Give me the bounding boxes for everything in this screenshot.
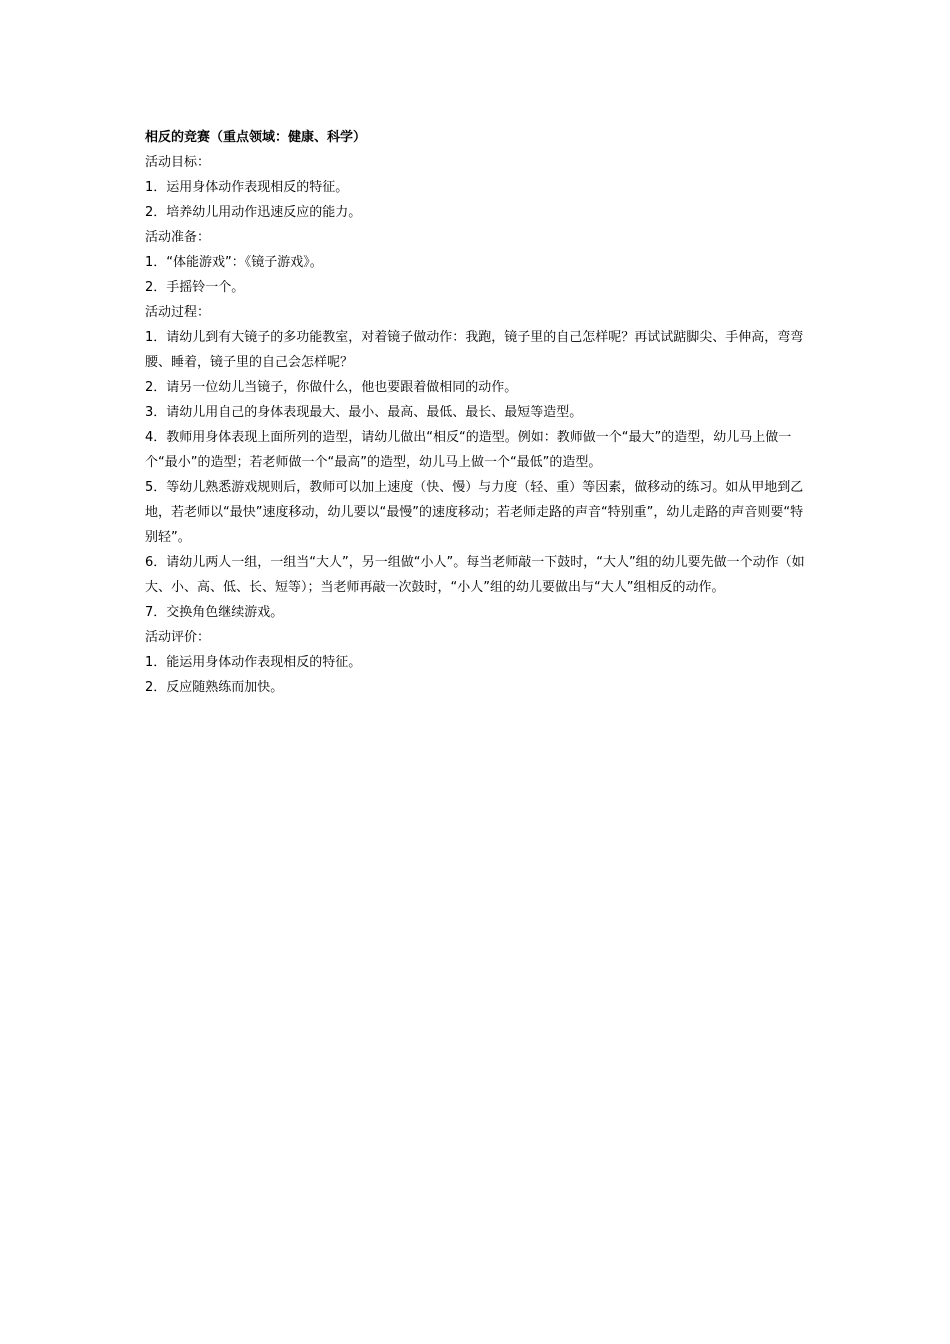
prep-heading: 活动准备： — [145, 230, 211, 245]
document-page — [145, 125, 810, 700]
eval-item-1: 1．能运用身体动作表现相反的特征。 — [145, 655, 362, 670]
process-item-5: 5．等幼儿熟悉游戏规则后，教师可以加上速度（快、慢）与力度（轻、重）等因素，做移动的练习。如从甲地到乙地，若老师以“最快”速度移动，幼儿要以“最慢”的速度移动；若老师走路的声音“特别重”，幼儿走路的声音则要“特别轻”。 — [145, 480, 804, 545]
prep-item-1: 1．“体能游戏”：《镜子游戏》。 — [145, 255, 323, 270]
goal-item-2: 2．培养幼儿用动作迅速反应的能力。 — [145, 205, 362, 220]
process-heading: 活动过程： — [145, 305, 211, 320]
eval-heading: 活动评价： — [145, 630, 211, 645]
goal-item-1: 1．运用身体动作表现相反的特征。 — [145, 180, 349, 195]
goals-heading: 活动目标： — [145, 155, 211, 170]
process-item-3: 3．请幼儿用自己的身体表现最大、最小、最高、最低、最长、最短等造型。 — [145, 405, 583, 420]
process-item-6: 6．请幼儿两人一组，一组当“大人”，另一组做“小人”。每当老师敲一下鼓时，“大人”组的幼儿要先做一个动作（如大、小、高、低、长、短等）；当老师再敲一次鼓时，“小人”组的幼儿要做出与“大人”组相反的动作。 — [145, 555, 805, 595]
prep-item-2: 2．手摇铃一个。 — [145, 280, 245, 295]
eval-item-2: 2．反应随熟练而加快。 — [145, 680, 284, 695]
process-item-7: 7．交换角色继续游戏。 — [145, 605, 284, 620]
process-item-2: 2．请另一位幼儿当镜子，你做什么，他也要跟着做相同的动作。 — [145, 380, 518, 395]
document-title: 相反的竞赛（重点领域：健康、科学） — [145, 130, 367, 145]
process-item-1: 1．请幼儿到有大镜子的多功能教室，对着镜子做动作：我跑，镜子里的自己怎样呢？再试试踮脚尖、手伸高，弯弯腰、睡着，镜子里的自己会怎样呢？ — [145, 330, 804, 370]
process-item-4: 4．教师用身体表现上面所列的造型，请幼儿做出“相反“的造型。例如：教师做一个“最大”的造型，幼儿马上做一个“最小”的造型；若老师做一个“最高”的造型，幼儿马上做一个“最低”的造型。 — [145, 430, 792, 470]
